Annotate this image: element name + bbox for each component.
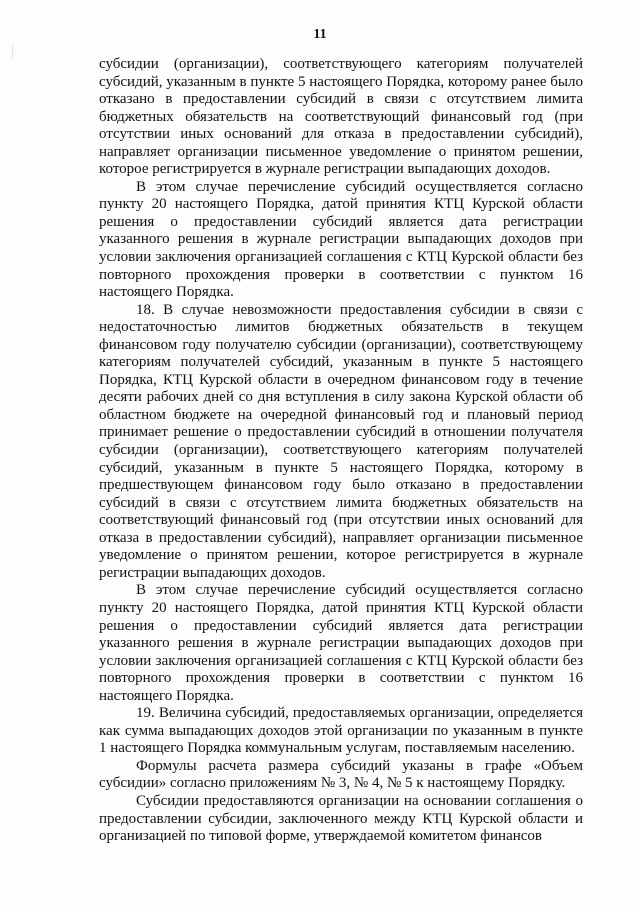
- paragraph: В этом случае перечисление субсидий осуществляется согласно пункту 20 настоящего Порядка, датой принятия КТЦ Курской области решения о предоставлении субсидий является дата регистрации указанного решения в журнале регистрации выпадающих доходов при условии заключения организацией соглашения с КТЦ Курской области без повторного прохождения проверки в соответствии с пунктом 16 настоящего Порядка.: [99, 582, 583, 704]
- paragraph: В этом случае перечисление субсидий осуществляется согласно пункту 20 настоящего Порядка, датой принятия КТЦ Курской области решения о предоставлении субсидий является дата регистрации указанного решения в журнале регистрации выпадающих доходов при условии заключения организацией соглашения с КТЦ Курской области без повторного прохождения проверки в соответствии с пунктом 16 настоящего Порядка.: [99, 178, 583, 301]
- paragraph-item-18: 18. В случае невозможности предоставления субсидии в связи с недостаточностью лимитов бюджетных обязательств в текущем финансовом году получателю субсидии (организации), соответствующему категориям получателей субсидий, указанным в пункте 5 настоящего Порядка, КТЦ Курской области в очередном финансовом году в течение десяти рабочих дней со дня вступления в силу закона Курской области об областном бюджете на очередной финансовый год и плановый период принимает решение о предоставлении субсидий в отношении получателя субсидии (организации), соответствующего категориям получателей субсидий, указанным в пункте 5 настоящего Порядка, которому в предшествующем финансовом году было отказано в предоставлении субсидий в связи с отсутствием лимита бюджетных обязательств на соответствующий финансовый год (при отсутствии иных оснований для отказа в предоставлении субсидий), направляет организации письменное уведомление о принятом решении, которое регистрируется в журнале регистрации выпадающих доходов.: [99, 301, 583, 581]
- paragraph-continuation: субсидии (организации), соответствующего категориям получателей субсидий, указанным в пункте 5 настоящего Порядка, которому ранее было отказано в предоставлении субсидий в связи с отсутствием лимита бюджетных обязательств на соответствующий финансовый год (при отсутствии иных оснований для отказа в предоставлении субсидий), направляет организации письменное уведомление о принятом решении, которое регистрируется в журнале регистрации выпадающих доходов.: [99, 56, 583, 178]
- page-number: 11: [313, 27, 327, 42]
- document-body: [99, 56, 583, 846]
- paragraph: Формулы расчета размера субсидий указаны в графе «Объем субсидии» согласно приложениям № 3, № 4, № 5 к настоящему Порядку.: [99, 757, 583, 792]
- paragraph-item-19: 19. Величина субсидий, предоставляемых организации, определяется как сумма выпадающих доходов этой организации по указанным в пункте 1 настоящего Порядка коммунальным услугам, поставляемым населению.: [99, 705, 583, 757]
- paragraph: Субсидии предоставляются организации на основании соглашения о предоставлении субсидии, заключенного между КТЦ Курской области и организацией по типовой форме, утверждаемой комитетом финансов: [99, 792, 583, 845]
- scan-margin-mark: [12, 44, 13, 58]
